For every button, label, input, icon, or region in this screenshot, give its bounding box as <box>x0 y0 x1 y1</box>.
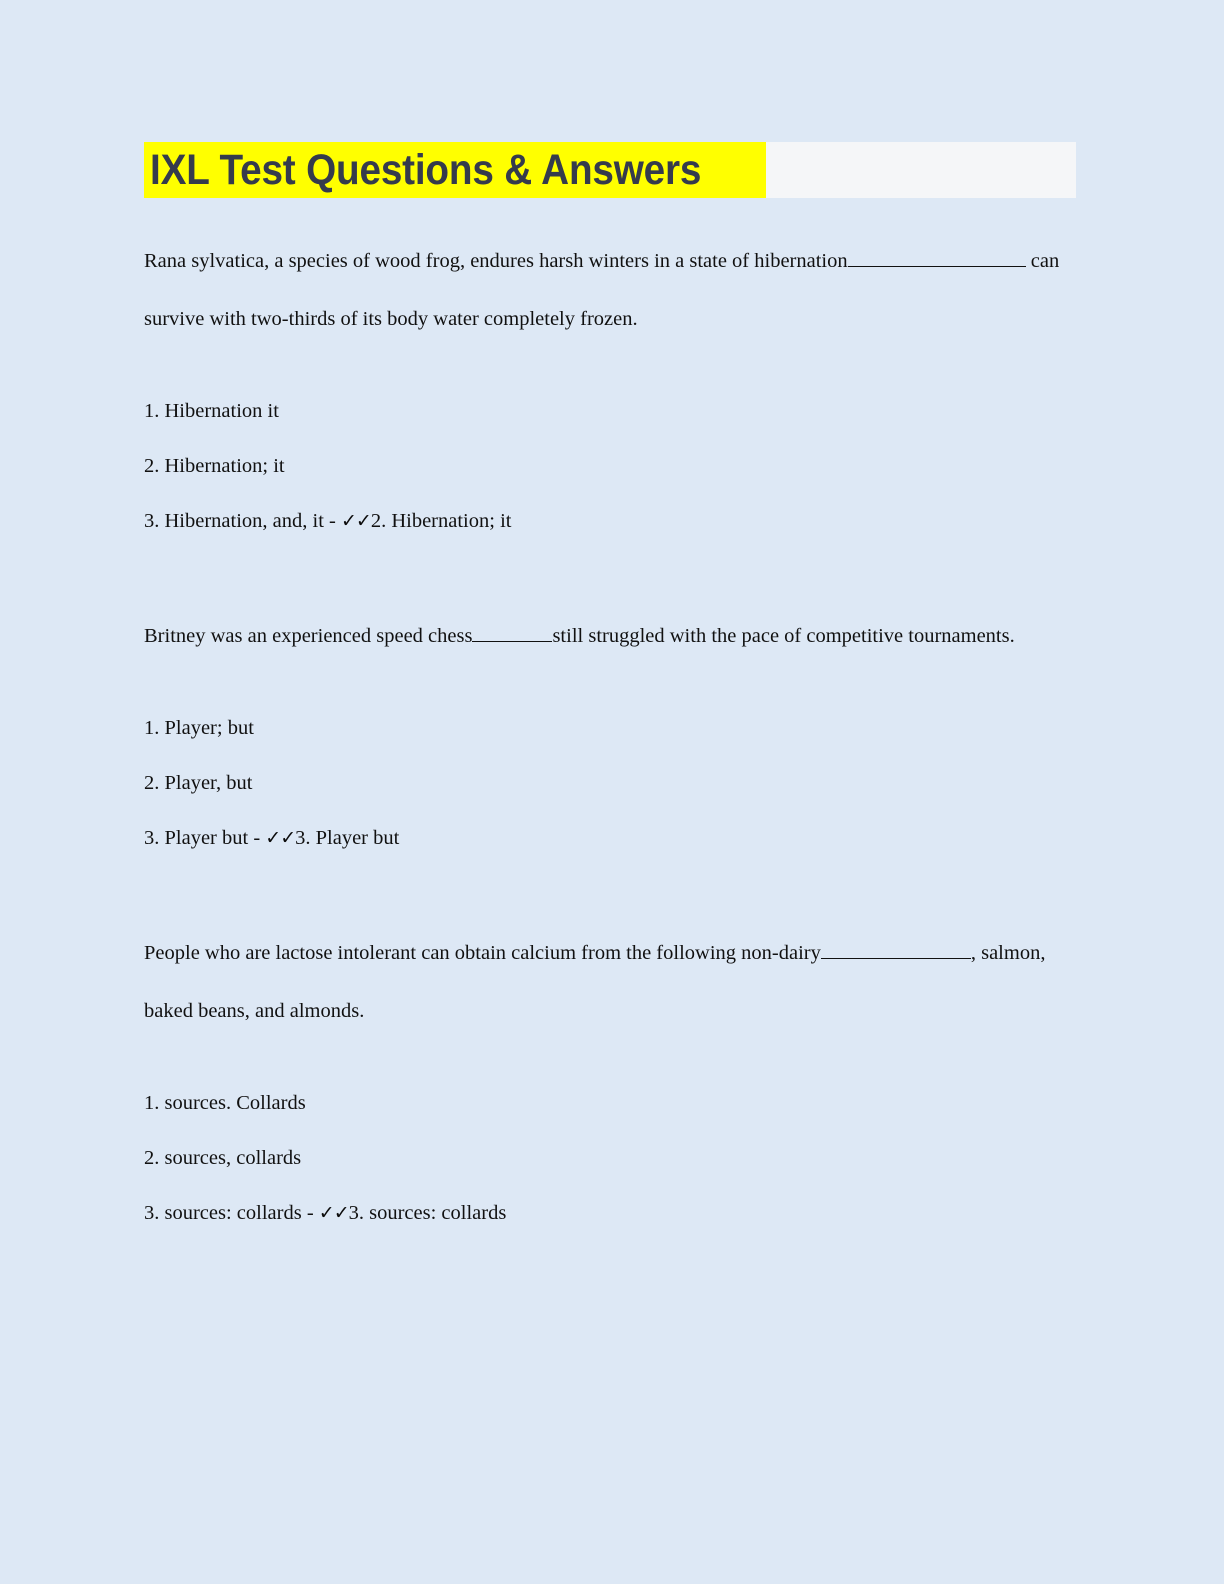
option-label: 1. sources. Collards <box>144 1092 306 1114</box>
answer-blank[interactable] <box>472 622 552 642</box>
spacer <box>144 549 1104 607</box>
question-block <box>144 607 1104 866</box>
question-stem-part-1: Rana sylvatica, a species of wood frog, endures harsh winters in a state of hibernation <box>144 250 848 272</box>
list-item[interactable] <box>144 1076 1104 1131</box>
question-block <box>144 924 1104 1241</box>
list-item[interactable] <box>144 756 1104 811</box>
question-stem <box>144 232 1064 348</box>
spacer <box>144 665 1104 701</box>
title-highlight <box>144 142 766 198</box>
list-item[interactable] <box>144 494 1104 549</box>
answer-blank[interactable] <box>848 247 1026 267</box>
question-stem-part-1: People who are lactose intolerant can obtain calcium from the following non-dairy <box>144 942 821 964</box>
question-stem <box>144 924 1064 1040</box>
option-label: 1. Hibernation it <box>144 400 279 422</box>
option-list <box>144 1076 1104 1241</box>
list-item[interactable] <box>144 1186 1104 1241</box>
option-label: 3. Hibernation, and, it - <box>144 510 341 532</box>
page-title: IXL Test Questions & Answers <box>150 145 702 194</box>
question-stem <box>144 607 1064 665</box>
question-stem-part-2: can survive with two-thirds of its body water completely frozen. <box>144 250 1060 330</box>
correct-answer-text: 3. Player but <box>295 827 400 849</box>
question-block <box>144 232 1104 549</box>
option-label: 2. sources, collards <box>144 1147 302 1169</box>
spacer <box>144 1040 1104 1076</box>
spacer <box>144 866 1104 924</box>
option-label: 1. Player; but <box>144 717 254 739</box>
list-item[interactable] <box>144 439 1104 494</box>
list-item[interactable] <box>144 701 1104 756</box>
correct-answer-text: 2. Hibernation; it <box>370 510 512 532</box>
title-band <box>144 142 1076 198</box>
question-stem-part-1: Britney was an experienced speed chess <box>144 625 473 647</box>
option-label: 2. Player, but <box>144 772 253 794</box>
correct-answer-text: 3. sources: collards <box>348 1202 507 1224</box>
option-label: 3. Player but - <box>144 827 266 849</box>
option-label: 3. sources: collards - <box>144 1202 319 1224</box>
list-item[interactable] <box>144 811 1104 866</box>
correct-answer-check-icon: ✓✓ <box>265 827 296 849</box>
option-list <box>144 384 1104 549</box>
question-stem-part-2: , salmon, baked beans, and almonds. <box>144 942 1046 1022</box>
question-stem-part-2: still struggled with the pace of competitive tournaments. <box>552 625 1015 647</box>
list-item[interactable] <box>144 384 1104 439</box>
answer-blank[interactable] <box>821 939 971 959</box>
questions-container <box>144 232 1104 1241</box>
list-item[interactable] <box>144 1131 1104 1186</box>
correct-answer-check-icon: ✓✓ <box>340 510 371 532</box>
correct-answer-check-icon: ✓✓ <box>318 1202 349 1224</box>
option-label: 2. Hibernation; it <box>144 455 285 477</box>
spacer <box>144 348 1104 384</box>
option-list <box>144 701 1104 866</box>
